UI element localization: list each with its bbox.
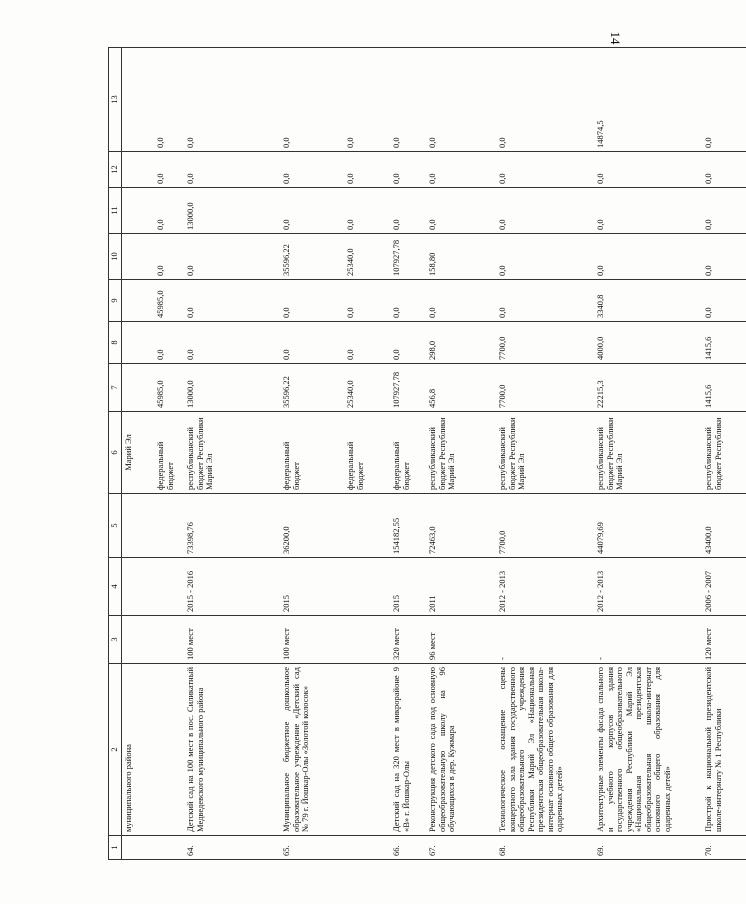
- estimated-cost: 7700,0: [496, 494, 594, 558]
- object-name: Архитектурные элементы фасада спального и учебного корпусов здания государственного общеобразовательного учреждения Республики Марий Эл «Национальная президентская общеобразовательная школа-интернат основного общего образования для одаренных детей»: [594, 664, 702, 836]
- period: 2006 - 2007: [702, 558, 746, 616]
- value-col12: 0,0: [184, 152, 280, 188]
- estimated-cost: 43400,0: [702, 494, 746, 558]
- value-col7: 456,8: [426, 364, 496, 412]
- funding-source: республиканский бюджет Республики Марий Эл: [496, 412, 594, 494]
- row-number: 67.: [426, 836, 496, 860]
- value-col9: 3340,8: [594, 280, 702, 322]
- value-col12: 0,0: [426, 152, 496, 188]
- row-number: 70.: [702, 836, 746, 860]
- period: 2011: [426, 558, 496, 616]
- capacity: [122, 616, 155, 664]
- value-col11: 13000,0: [184, 188, 280, 234]
- capacity: 120 мест: [702, 616, 746, 664]
- value-col7: 107927,78: [390, 364, 426, 412]
- col-header: 5: [109, 494, 122, 558]
- value-col7: 22215,3: [594, 364, 702, 412]
- value-col7: 35596,22: [280, 364, 344, 412]
- value-col11: 0,0: [344, 188, 390, 234]
- value-col12: 0,0: [280, 152, 344, 188]
- value-col10: 0,0: [496, 234, 594, 280]
- budget-table: [108, 47, 746, 860]
- value-col7: 25340,0: [344, 364, 390, 412]
- period: 2012 - 2013: [594, 558, 702, 616]
- row-number: 65.: [280, 836, 344, 860]
- value-col7: 13000,0: [184, 364, 280, 412]
- capacity: 96 мест: [426, 616, 496, 664]
- funding-source: республиканский бюджет Республики Марий Эл: [184, 412, 280, 494]
- value-col11: [122, 188, 155, 234]
- value-col10: [122, 234, 155, 280]
- row-number: [122, 836, 155, 860]
- value-col13: 0,0: [154, 48, 184, 152]
- object-name: муниципального района: [122, 664, 155, 836]
- period: 2012 - 2013: [496, 558, 594, 616]
- row-number: [344, 836, 390, 860]
- value-col12: 0,0: [154, 152, 184, 188]
- row-number: 66.: [390, 836, 426, 860]
- value-col11: 0,0: [426, 188, 496, 234]
- value-col9: 0,0: [344, 280, 390, 322]
- table-row: [496, 48, 594, 860]
- funding-source: федеральный бюджет: [390, 412, 426, 494]
- object-name: [154, 664, 184, 836]
- period: 2015: [280, 558, 344, 616]
- table-row: [594, 48, 702, 860]
- table-row: [122, 48, 155, 860]
- row-number: [154, 836, 184, 860]
- table-row: [280, 48, 344, 860]
- funding-source: федеральный бюджет: [154, 412, 184, 494]
- period: [122, 558, 155, 616]
- value-col9: 0,0: [496, 280, 594, 322]
- value-col7: 7700,0: [496, 364, 594, 412]
- value-col10: 0,0: [184, 234, 280, 280]
- col-header: 12: [109, 152, 122, 188]
- table-row: [702, 48, 746, 860]
- rotated-table-wrapper: [108, 48, 723, 860]
- value-col10: 107927,78: [390, 234, 426, 280]
- funding-source: республиканский бюджет Республики Марий Эл: [426, 412, 496, 494]
- value-col11: 0,0: [390, 188, 426, 234]
- col-header: 11: [109, 188, 122, 234]
- value-col13: 0,0: [702, 48, 746, 152]
- value-col10: 25340,0: [344, 234, 390, 280]
- row-number: 68.: [496, 836, 594, 860]
- value-col11: 0,0: [702, 188, 746, 234]
- object-name: Муниципальное бюджетное дошкольное образовательное учреждение «Детский сад № 79 г. Йошкар-Олы «Золотой колосок»: [280, 664, 344, 836]
- value-col11: 0,0: [280, 188, 344, 234]
- estimated-cost: [122, 494, 155, 558]
- value-col8: 0,0: [280, 322, 344, 364]
- period: [154, 558, 184, 616]
- estimated-cost: 154182,55: [390, 494, 426, 558]
- table-row: [184, 48, 280, 860]
- value-col9: 0,0: [702, 280, 746, 322]
- period: 2015 - 2016: [184, 558, 280, 616]
- value-col8: 0,0: [184, 322, 280, 364]
- value-col12: 0,0: [390, 152, 426, 188]
- object-name: Реконструкция детского сада под основную общеобразовательную школу на 96 обучающихся в дер. Кужмара: [426, 664, 496, 836]
- value-col10: 0,0: [702, 234, 746, 280]
- object-name: [344, 664, 390, 836]
- funding-source: республиканский бюджет Республики: [702, 412, 746, 494]
- value-col10: 0,0: [154, 234, 184, 280]
- funding-source: федеральный бюджет: [280, 412, 344, 494]
- col-header: 6: [109, 412, 122, 494]
- table-row: [154, 48, 184, 860]
- col-header: 1: [109, 836, 122, 860]
- value-col11: 0,0: [154, 188, 184, 234]
- value-col11: 0,0: [594, 188, 702, 234]
- value-col10: 35596,22: [280, 234, 344, 280]
- value-col8: 0,0: [344, 322, 390, 364]
- value-col13: 0,0: [390, 48, 426, 152]
- table-row: [390, 48, 426, 860]
- value-col9: 45985,0: [154, 280, 184, 322]
- value-col12: 0,0: [702, 152, 746, 188]
- object-name: Пристрой к национальной президентской школе-интернату № 1 Республики: [702, 664, 746, 836]
- capacity: [154, 616, 184, 664]
- value-col13: 0,0: [184, 48, 280, 152]
- object-name: Детский сад на 100 мест в пос. Силикатный Медведевского муниципального района: [184, 664, 280, 836]
- estimated-cost: [154, 494, 184, 558]
- value-col8: 7700,0: [496, 322, 594, 364]
- row-number: 64.: [184, 836, 280, 860]
- value-col13: 0,0: [344, 48, 390, 152]
- estimated-cost: 72463,0: [426, 494, 496, 558]
- capacity: 320 мест: [390, 616, 426, 664]
- estimated-cost: 44079,69: [594, 494, 702, 558]
- value-col13: 14874,5: [594, 48, 702, 152]
- table-row: [426, 48, 496, 860]
- funding-source: республиканский бюджет Республики Марий Эл: [594, 412, 702, 494]
- object-name: Технологическое оснащение сцены концертного зала здания государственного общеобразовательного учреждения Республики Марий Эл «Национальная президентская общеобразовательная школа-интернат основного общего образования для одаренных детей»: [496, 664, 594, 836]
- value-col13: 0,0: [496, 48, 594, 152]
- table-row: [344, 48, 390, 860]
- capacity: 100 мест: [184, 616, 280, 664]
- value-col13: 0,0: [280, 48, 344, 152]
- page-number: 14: [608, 31, 623, 45]
- estimated-cost: 73398,76: [184, 494, 280, 558]
- header-row: [109, 48, 122, 860]
- col-header: 4: [109, 558, 122, 616]
- value-col13: [122, 48, 155, 152]
- value-col9: 0,0: [390, 280, 426, 322]
- col-header: 13: [109, 48, 122, 152]
- value-col7: [122, 364, 155, 412]
- value-col7: 1415,6: [702, 364, 746, 412]
- row-number: 69.: [594, 836, 702, 860]
- object-name: Детский сад на 320 мест в микрорайоне 9 «В» г. Йошкар-Олы: [390, 664, 426, 836]
- value-col12: 0,0: [344, 152, 390, 188]
- value-col8: 298,0: [426, 322, 496, 364]
- value-col12: 0,0: [594, 152, 702, 188]
- value-col9: [122, 280, 155, 322]
- col-header: 9: [109, 280, 122, 322]
- col-header: 8: [109, 322, 122, 364]
- value-col9: 0,0: [426, 280, 496, 322]
- value-col8: 1415,6: [702, 322, 746, 364]
- period: [344, 558, 390, 616]
- estimated-cost: [344, 494, 390, 558]
- capacity: -: [594, 616, 702, 664]
- value-col13: 0,0: [426, 48, 496, 152]
- value-col10: 0,0: [594, 234, 702, 280]
- value-col12: 0,0: [496, 152, 594, 188]
- value-col12: [122, 152, 155, 188]
- col-header: 2: [109, 664, 122, 836]
- period: 2015: [390, 558, 426, 616]
- col-header: 3: [109, 616, 122, 664]
- capacity: 100 мест: [280, 616, 344, 664]
- value-col8: 0,0: [390, 322, 426, 364]
- value-col7: 45985,0: [154, 364, 184, 412]
- value-col9: 0,0: [280, 280, 344, 322]
- capacity: -: [496, 616, 594, 664]
- col-header: 7: [109, 364, 122, 412]
- value-col8: 0,0: [154, 322, 184, 364]
- value-col11: 0,0: [496, 188, 594, 234]
- value-col8: 4000,0: [594, 322, 702, 364]
- capacity: [344, 616, 390, 664]
- value-col9: 0,0: [184, 280, 280, 322]
- estimated-cost: 36200,0: [280, 494, 344, 558]
- funding-source: федеральный бюджет: [344, 412, 390, 494]
- funding-source: Марий Эл: [122, 412, 155, 494]
- col-header: 10: [109, 234, 122, 280]
- value-col10: 158,80: [426, 234, 496, 280]
- value-col8: [122, 322, 155, 364]
